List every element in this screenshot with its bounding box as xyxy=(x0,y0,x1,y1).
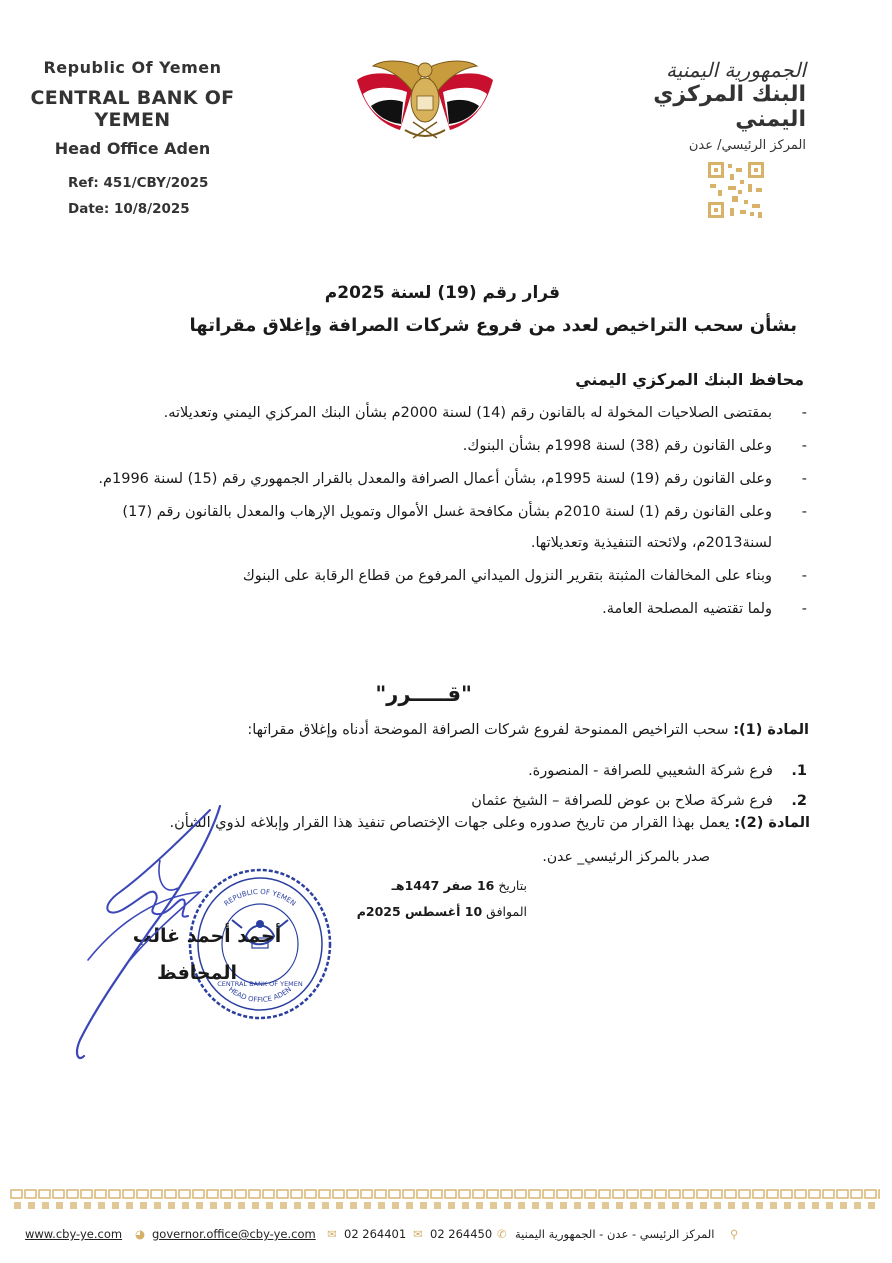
reference-number: Ref: 451/CBY/2025 xyxy=(68,175,209,191)
decree-heading: "قـــــرر" xyxy=(375,682,472,706)
svg-text:REPUBLIC OF YEMEN: REPUBLIC OF YEMEN xyxy=(222,887,298,908)
issuing-authority: محافظ البنك المركزي اليمني xyxy=(575,370,804,389)
preamble-clauses xyxy=(72,398,807,627)
list-item: 2. فرع شركة صلاح بن عوض للصرافة – الشيخ عثمان xyxy=(471,793,807,809)
arabic-country: الجمهورية اليمنية xyxy=(665,58,806,82)
eagle-emblem-icon xyxy=(355,52,495,142)
article-2-label: المادة (2): xyxy=(734,815,810,831)
issued-place: صدر بالمركز الرئيسي_ عدن. xyxy=(542,849,710,865)
article-2-text: يعمل بهذا القرار من تاريخ صدوره وعلى جهات الإختصاص تنفيذ هذا القرار وإبلاغه لذوي الشأن. xyxy=(169,815,730,831)
signer-title: المحافظ xyxy=(157,962,237,984)
decision-title: قرار رقم (19) لسنة 2025م xyxy=(324,283,560,303)
arabic-bank-name: البنك المركزي اليمني xyxy=(653,82,806,132)
handwritten-signature xyxy=(60,800,250,1080)
preamble-clause: - وعلى القانون رقم (38) لسنة 1998م بشأن البنوك. xyxy=(462,438,807,454)
english-bank-name: CENTRAL BANK OF YEMEN xyxy=(30,87,235,131)
svg-text:HEAD OFFICE ADEN: HEAD OFFICE ADEN xyxy=(227,985,293,1005)
english-office: Head Office Aden xyxy=(54,139,211,158)
article-1 xyxy=(59,722,809,738)
globe-icon: ◕ xyxy=(135,1227,146,1241)
signer-name: أحمد أحمد غالب xyxy=(132,925,282,947)
location-pin-icon: ⚲ xyxy=(730,1227,739,1241)
article-1-text: سحب التراخيص الممنوحة لفروع شركات الصرافة الموضحة أدناه وإغلاق مقراتها: xyxy=(247,722,729,738)
list-item: 1. فرع شركة الشعيبي للصرافة - المنصورة. xyxy=(528,763,807,779)
branch-list xyxy=(307,756,807,816)
svg-text:CENTRAL BANK OF YEMEN: CENTRAL BANK OF YEMEN xyxy=(217,980,303,988)
fax-number: 02 264401 xyxy=(344,1227,407,1241)
preamble-clause: - ولما تقتضيه المصلحة العامة. xyxy=(602,601,807,617)
english-letterhead xyxy=(20,58,245,158)
footer-contact-bar xyxy=(25,1227,870,1247)
gregorian-date: الموافق 10 أغسطس 2025م xyxy=(356,904,527,919)
decision-subject: بشأن سحب التراخيص لعدد من فروع شركات الصرافة وإغلاق مقراتها xyxy=(189,315,797,336)
preamble-clause: - وعلى القانون رقم (1) لسنة 2010م بشأن مكافحة غسل الأموال وتمويل الإرهاب والمعدل بالقانون رقم (17) لسنة2013م، ولائحته التنفيذية وتعديلاتها. xyxy=(122,504,807,551)
arabic-letterhead xyxy=(576,58,806,153)
reference-block xyxy=(68,170,208,222)
phone-number: 02 264450 xyxy=(430,1227,493,1241)
email-link[interactable]: governor.office@cby-ye.com xyxy=(152,1227,316,1241)
phone-icon: ✆ xyxy=(497,1227,507,1241)
article-1-label: المادة (1): xyxy=(733,722,809,738)
preamble-clause: - وعلى القانون رقم (19) لسنة 1995م، بشأن أعمال الصرافة والمعدل بالقرار الجمهوري رقم (15) لسنة 1996م. xyxy=(98,471,807,487)
envelope-icon: ✉ xyxy=(413,1227,423,1241)
decorative-border xyxy=(10,1186,880,1214)
preamble-clause: - بمقتضى الصلاحيات المخولة له بالقانون رقم (14) لسنة 2000م بشأن البنك المركزي اليمني وتعديلاته. xyxy=(163,405,807,421)
hijri-date: بتاريخ 16 صفر 1447هـ xyxy=(391,878,527,893)
address-text: المركز الرئيسي - عدن - الجمهورية اليمنية xyxy=(515,1227,715,1241)
letter-date: Date: 10/8/2025 xyxy=(68,201,190,217)
arabic-office: المركز الرئيسي/ عدن xyxy=(688,138,806,153)
preamble-clause: - وبناء على المخالفات المثبتة بتقرير النزول الميداني المرفوع من قطاع الرقابة على البنوك xyxy=(242,568,807,584)
qr-code-icon xyxy=(706,160,766,220)
fax-icon: ✉ xyxy=(327,1227,337,1241)
website-link[interactable]: www.cby-ye.com xyxy=(25,1227,123,1241)
english-country: Republic Of Yemen xyxy=(43,58,222,77)
